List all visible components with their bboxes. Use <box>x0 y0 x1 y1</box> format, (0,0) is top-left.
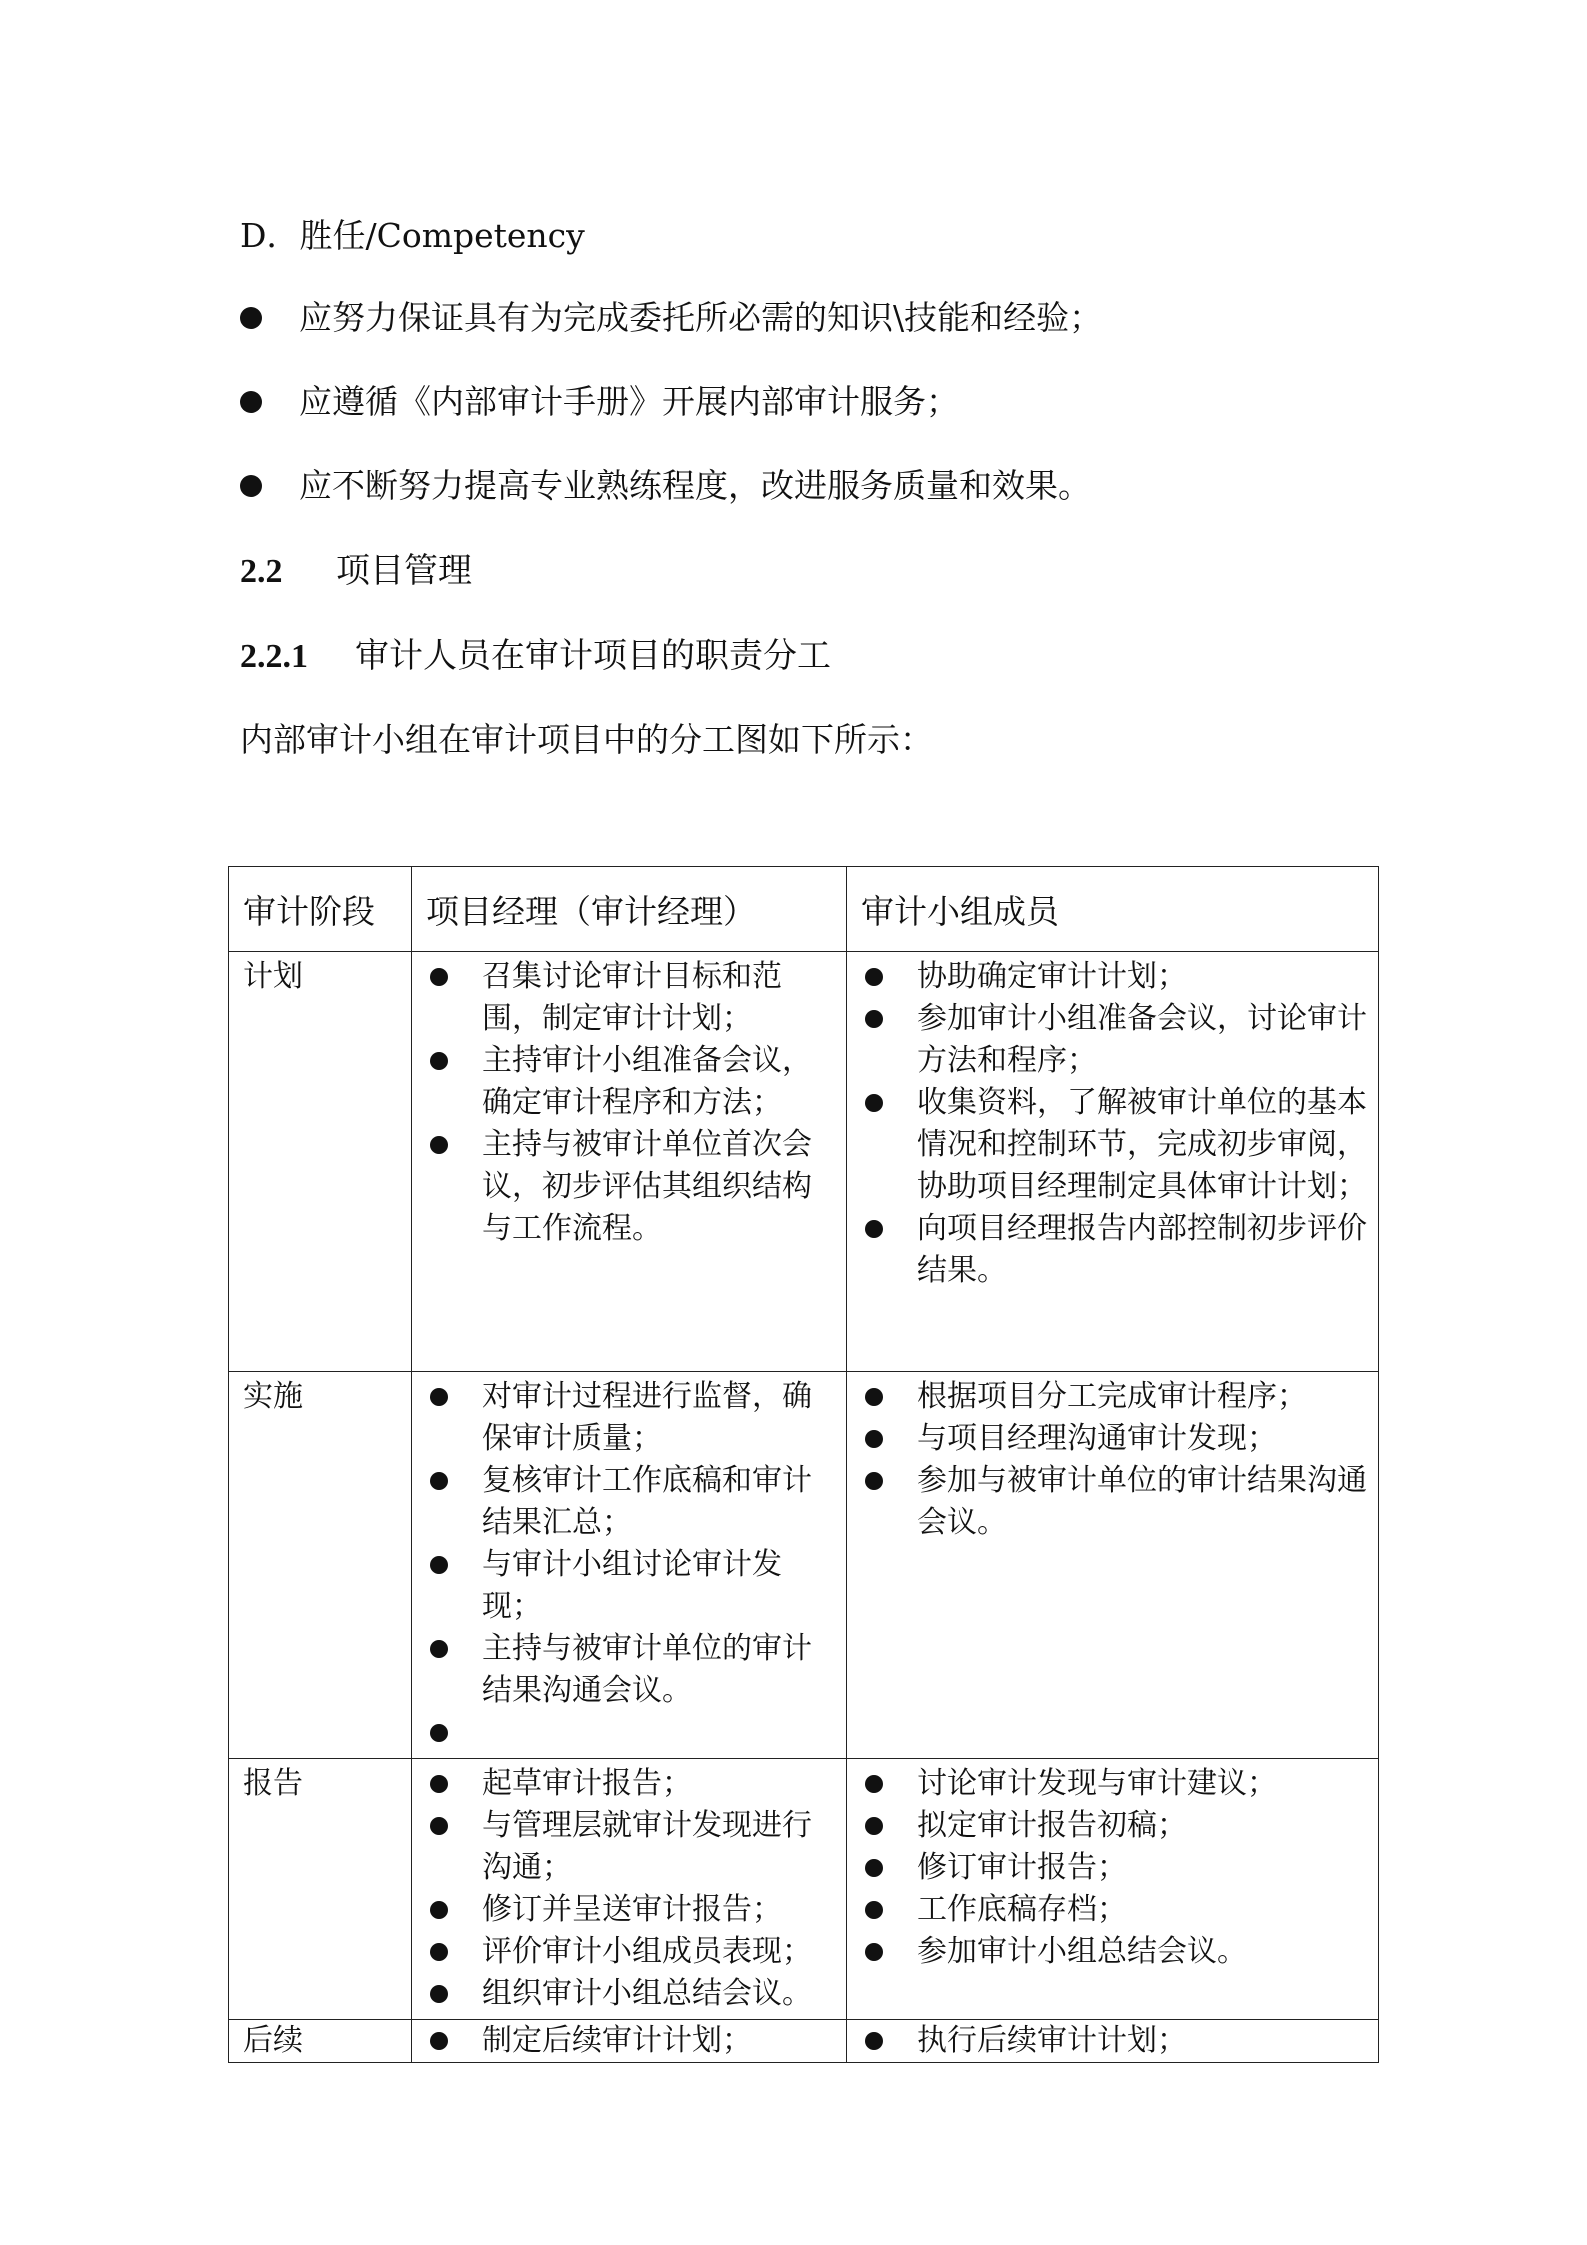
intro-paragraph: 内部审计小组在审计项目中的分工图如下所示： <box>240 720 933 759</box>
list-item: 执行后续审计计划； <box>847 2020 1368 2062</box>
stage-cell <box>229 1759 412 2020</box>
list-item <box>412 1712 836 1754</box>
list-item: 与项目经理沟通审计发现； <box>847 1418 1368 1460</box>
stage-label: 报告 <box>243 1766 303 1801</box>
list-item: 根据项目分工完成审计程序； <box>847 1376 1368 1418</box>
heading-title: 审计人员在审计项目的职责分工 <box>355 636 831 676</box>
column-header-member: 审计小组成员 <box>847 867 1379 952</box>
list-item: 复核审计工作底稿和审计结果汇总； <box>412 1460 836 1544</box>
list-item: 拟定审计报告初稿； <box>847 1805 1368 1847</box>
section-d-bullet <box>240 380 959 424</box>
list-item: 参加与被审计单位的审计结果沟通会议。 <box>847 1460 1368 1544</box>
bullet-dot-icon <box>240 391 262 413</box>
list-item: 修订并呈送审计报告； <box>412 1889 836 1931</box>
table-row <box>229 952 1379 1372</box>
stage-cell <box>229 1372 412 1759</box>
responsibility-table <box>228 866 1379 2063</box>
heading-number: 2.2 <box>240 553 283 590</box>
list-item: 修订审计报告； <box>847 1847 1368 1889</box>
manager-cell <box>412 1759 847 2020</box>
list-item: 召集讨论审计目标和范围，制定审计计划； <box>412 956 836 1040</box>
member-cell <box>847 2020 1379 2063</box>
list-item: 主持与被审计单位首次会议，初步评估其组织结构与工作流程。 <box>412 1124 836 1250</box>
member-cell <box>847 1759 1379 2020</box>
bullet-text: 应努力保证具有为完成委托所必需的知识\技能和经验； <box>299 298 1103 337</box>
manager-cell <box>412 2020 847 2063</box>
table-header-row <box>229 867 1379 952</box>
list-item: 主持审计小组准备会议，确定审计程序和方法； <box>412 1040 836 1124</box>
stage-label: 计划 <box>243 959 303 994</box>
bullet-dot-icon <box>240 307 262 329</box>
list-item: 参加审计小组总结会议。 <box>847 1931 1368 1973</box>
stage-cell <box>229 2020 412 2063</box>
list-item: 起草审计报告； <box>412 1763 836 1805</box>
list-item: 与审计小组讨论审计发现； <box>412 1544 836 1628</box>
stage-label: 实施 <box>243 1379 303 1414</box>
column-header-stage: 审计阶段 <box>229 867 412 952</box>
list-item: 与管理层就审计发现进行沟通； <box>412 1805 836 1889</box>
list-item: 向项目经理报告内部控制初步评价结果。 <box>847 1208 1368 1292</box>
list-item: 收集资料，了解被审计单位的基本情况和控制环节，完成初步审阅，协助项目经理制定具体审计计划； <box>847 1082 1368 1208</box>
list-item: 参加审计小组准备会议，讨论审计方法和程序； <box>847 998 1368 1082</box>
list-item: 工作底稿存档； <box>847 1889 1368 1931</box>
table-row <box>229 1372 1379 1759</box>
list-item: 讨论审计发现与审计建议； <box>847 1763 1368 1805</box>
manager-cell <box>412 952 847 1372</box>
list-item: 制定后续审计计划； <box>412 2020 836 2062</box>
manager-cell <box>412 1372 847 1759</box>
stage-cell <box>229 952 412 1372</box>
bullet-text: 应遵循《内部审计手册》开展内部审计服务； <box>299 382 959 421</box>
section-heading-2-2-1 <box>240 634 831 679</box>
section-heading-2-2 <box>240 549 472 594</box>
section-d-bullet <box>240 464 1091 508</box>
member-cell <box>847 1372 1379 1759</box>
list-item: 协助确定审计计划； <box>847 956 1368 998</box>
heading-number: 2.2.1 <box>240 638 308 675</box>
list-item: 评价审计小组成员表现； <box>412 1931 836 1973</box>
table-row <box>229 1759 1379 2020</box>
stage-label: 后续 <box>243 2023 303 2058</box>
list-item: 对审计过程进行监督，确保审计质量； <box>412 1376 836 1460</box>
list-item: 主持与被审计单位的审计结果沟通会议。 <box>412 1628 836 1712</box>
section-d-title: D．胜任/Competency <box>240 216 585 255</box>
list-item: 组织审计小组总结会议。 <box>412 1973 836 2015</box>
bullet-dot-icon <box>240 475 262 497</box>
member-cell <box>847 952 1379 1372</box>
section-d-bullet <box>240 296 1102 340</box>
heading-title: 项目管理 <box>336 551 472 591</box>
table-row <box>229 2020 1379 2063</box>
column-header-manager: 项目经理（审计经理） <box>412 867 847 952</box>
bullet-text: 应不断努力提高专业熟练程度，改进服务质量和效果。 <box>299 466 1091 505</box>
